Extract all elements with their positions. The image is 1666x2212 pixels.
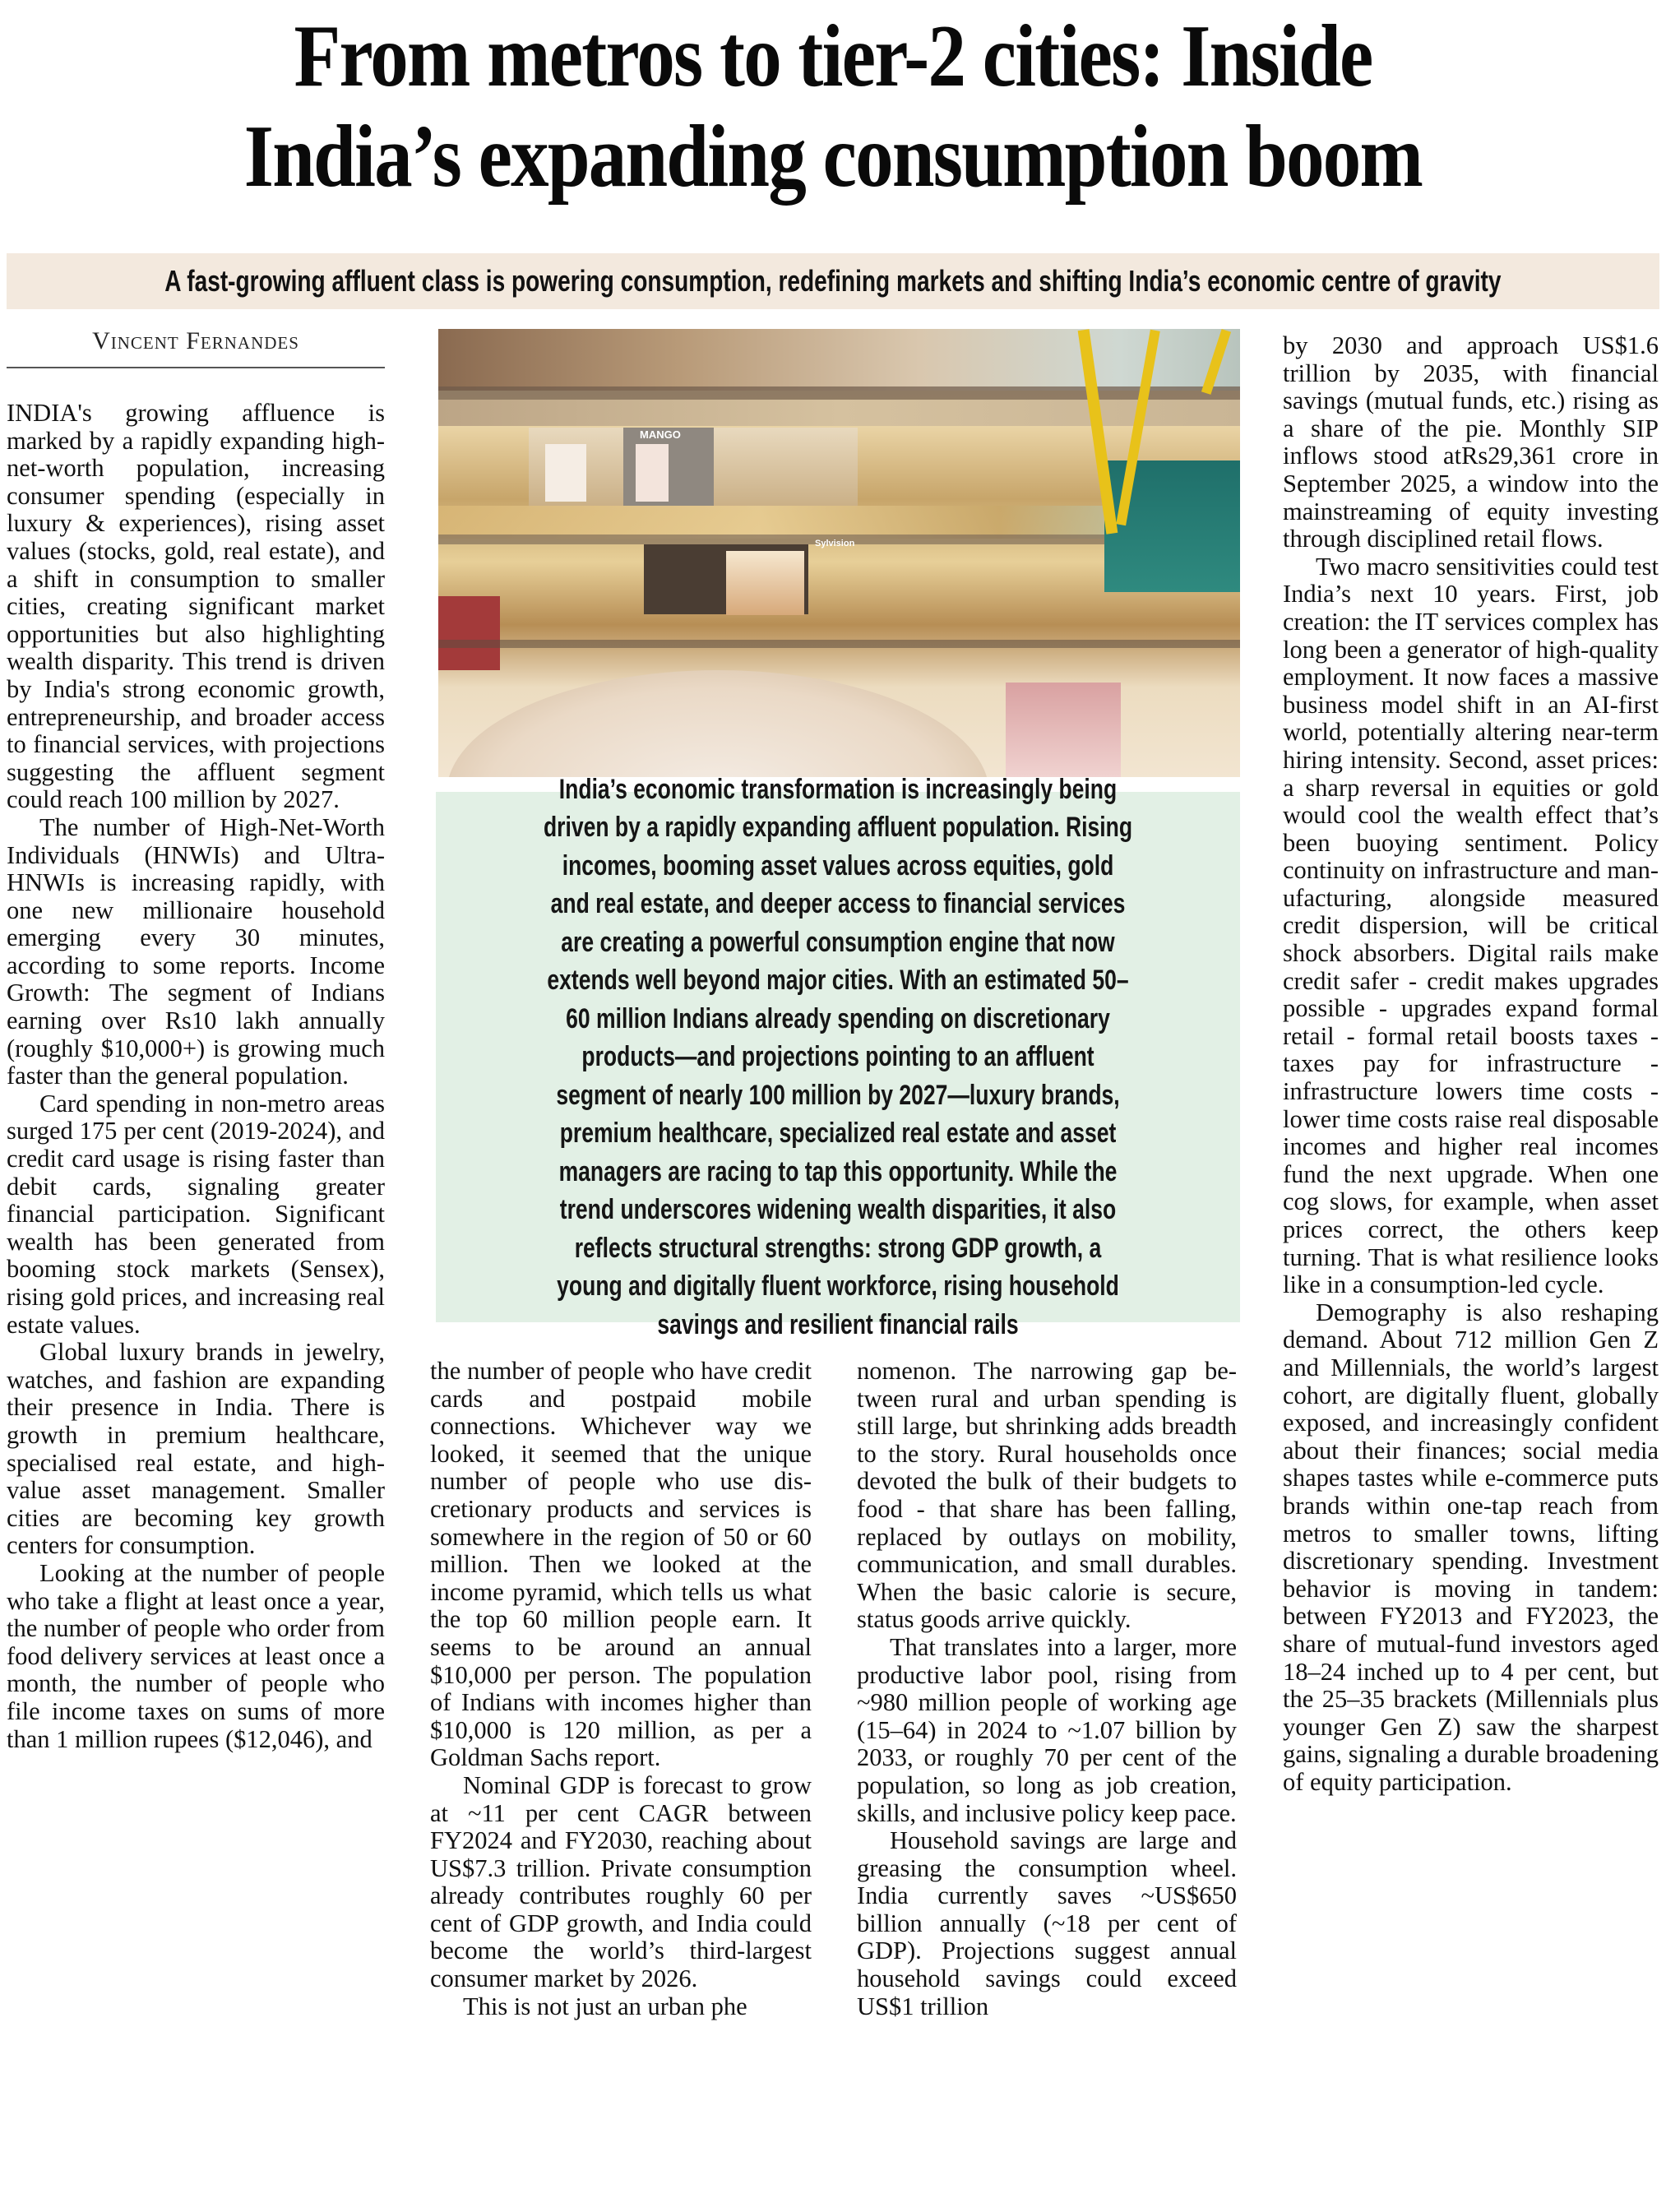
headline-line-2: India’s expanding consumption boom (243, 108, 1423, 206)
article-column-2 (430, 1358, 812, 2020)
paragraph: Nominal GDP is forecast to grow at ~11 per cent CAGR between FY2024 and FY2030, reaching about US$7.3 trillion. Private consumption already contributes roughly 60 per cent of GDP growth, and India could become the world’s third-largest consumer market by 2026. (430, 1770, 812, 1993)
paragraph: This is not just an urban phe (463, 1992, 747, 2020)
store-sign-sylvision: Sylvision (815, 539, 855, 548)
pull-quote-box (436, 773, 1240, 1340)
paragraph: by 2030 and approach US$1.6 trillion by 2035, with financial savings (mutual funds, etc.) rising as a share of the pie. Monthly SIP inflows stood atRs29,361 crore in September 2025, a window into the mainstreaming of equity investing through disciplined retail flows. (1283, 331, 1659, 553)
paragraph: The number of High-Net-Worth Individuals (HNWIs) and Ultra-HNWIs is increasing rapidly, with one new millionaire household emerging every 30 minutes, according to some reports. Income Growth: The segment of Indians earning over Rs10 lakh annually (roughly $10,000+) is growing much faster than the general population. (7, 812, 385, 1090)
byline-divider (7, 367, 385, 368)
pull-quote-text: India’s economic transformation is increasingly being driven by a rapidly expanding affluent population. Rising incomes, booming asset values across equities, gold and real estate, and deeper access to financial services are creating a powerful consumption engine that now extends well beyond major cities. With an estimated 50–60 million Indians already spending on discretionary products—and projections pointing to an affluent segment of nearly 100 million by 2027—luxury brands, premium healthcare, specialized real estate and asset managers are racing to tap this opportunity. While the trend underscores widening wealth disparities, it also reflects structural strengths: strong GDP growth, a young and digitally fluent workforce, rising household savings and resilient financial rails (543, 773, 1133, 1340)
headline (117, 7, 1549, 207)
subheadline-band (7, 253, 1659, 309)
paragraph: Two macro sensitivities could test India’s next 10 years. First, job creation: the IT services complex has long been a generator of high-quality employment. It now faces a massive business model shift in an AI-first world, potentially altering near-term hiring intensity. Second, asset prices: a sharp reversal in equities or gold would cool the wealth effect that’s been buoying sentiment. Policy continuity on infrastructure and manufacturing, alongside measured credit dispersion, will be critical shock absorbers. Digital rails make credit safer - credit makes upgrades possible - upgrades expand formal retail - formal retail boosts taxes - taxes pay for infrastructure - infrastructure lowers time costs - lower time costs raise real disposable incomes and higher real incomes fund the next upgrade. When one cog slows, for example, when asset prices correct, the others keep turning. That is what resilience looks like in a consumption-led cycle. (1283, 552, 1659, 1299)
paragraph: Global luxury brands in jewelry, watches, and fashion are expanding their presence in India. There is growth in premium healthcare, specialised real estate, and high-value asset management. Smaller cities are becoming key growth centers for consumption. (7, 1338, 385, 1560)
headline-line-1: From metros to tier-2 cities: Inside (294, 7, 1372, 105)
paragraph: nomenon. The narrowing gap between rural and urban spending is still large, but shrinking adds breadth to the story. Rural households once devoted the bulk of their budgets to food - that share has been falling, replaced by outlays on mobility, communication, and small durables. When the basic calorie is secure, status goods arrive quickly. (857, 1357, 1237, 1634)
mall-atrium-photo (438, 329, 1240, 777)
paragraph: INDIA's growing affluence is marked by a rapidly expanding high-net-worth population, increasing consumer spending (especially in luxury & experiences), rising asset values (stocks, gold, real estate), and a shift in consumption to smaller cities, creating significant market opportunities but also highlighting wealth disparity. This trend is driven by India's strong economic growth, entrepreneurship, and broader access to financial services, with projections suggesting the affluent segment could reach 100 million by 2027. (7, 399, 385, 814)
paragraph: the number of people who have credit cards and postpaid mobile connections. Whichever way we looked, it seemed that the unique number of people who use discretionary products and services is somewhere in the region of 50 or 60 million. Then we looked at the income pyramid, which tells us what the top 60 million people earn. It seems to be around an annual $10,000 per person. The population of Indians with incomes higher than $10,000 is 120 million, as per a Goldman Sachs report. (430, 1357, 812, 1772)
store-sign-mango: MANGO (640, 428, 681, 441)
paragraph: Card spending in non-metro areas surged 175 per cent (2019-2024), and credit card usage is rising faster than debit cards, signaling greater financial participation. Significant wealth has been generated from booming stock markets (Sensex), rising gold prices, and increasing real estate values. (7, 1089, 385, 1339)
byline: Vincent Fernandes (92, 327, 299, 354)
paragraph: That translates into a larger, more productive labor pool, rising from ~980 million people of working age (15–64) in 2024 to ~1.07 billion by 2033, or roughly 70 per cent of the population, so long as job creation, skills, and inclusive policy keep pace. (857, 1632, 1237, 1827)
paragraph: Household savings are large and greasing the consumption wheel. India currently saves ~US$650 billion annually (~18 per cent of GDP). Projections suggest annual household savings could exceed US$1 trillion (857, 1826, 1237, 2020)
paragraph: Demography is also reshaping demand. About 712 million Gen Z and Millennials, the world’s largest cohort, are digitally fluent, globally exposed, and increasingly confident about their finances; social media shapes tastes while e-commerce puts brands within one-tap reach from metros to smaller towns, lifting discretionary spending. Investment behavior is moving in tandem: between FY2013 and FY2023, the share of mutual-fund investors aged 18–24 inched up to 4 per cent, but the 25–35 brackets (Millennials plus younger Gen Z) saw the sharpest gains, signaling a durable broadening of equity participation. (1283, 1298, 1659, 1796)
paragraph: Looking at the number of people who take a flight at least once a year, the number of people who order from food delivery services at least once a month, the number of people who file income taxes on sums of more than 1 million rupees ($12,046), and (7, 1558, 385, 1753)
article-column-1 (7, 400, 385, 1753)
article-column-3 (857, 1358, 1237, 2020)
subheadline: A fast-growing affluent class is powering consumption, redefining markets and shifting India’s economic centre of gravity (164, 264, 1502, 298)
article-column-4 (1283, 332, 1659, 1796)
